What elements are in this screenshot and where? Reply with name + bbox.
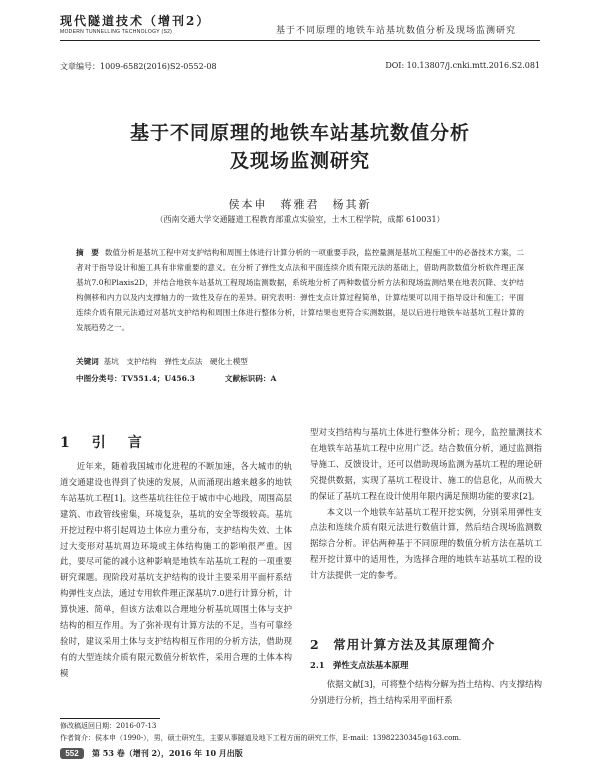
section-1-paragraph-1: 近年来，随着我国城市化进程的不断加速，各大城市的轨道交通建设也得到了快速的发展，从而涌现出越来越多的地铁车站基坑工程[1]。这些基坑往往位于城市中心地段，周围高层建筑、市政管线密集，环境复杂，基坑的安全等级较高。基坑开挖过程中将引起周边土体应力重分布，支护结构失效、土体过大变形对基坑周边环境或主体结构施工的影响很严重。因此，要尽可能的减小这种影响是地铁车站基坑工程的一项重要研究课题。现阶段对基坑支护结构的设计主要采用平面杆系结构弹性支点法，通过专用软件理正深基坑7.0进行计算分析，计算快速、简单，但该方法难以合理地分析基坑周围土体与支护结构的相互作用。为了弥补现有计算方法的不足，当有可靠经验时，建议采用土体与支护结构相互作用的分析方法，借助现有的大型连续介质有限元数值分析软件，采用合理的土体本构模 [60, 461, 292, 678]
clc-number: 中图分类号：TV551.4；U456.3 [76, 374, 195, 383]
paper-title-line1: 基于不同原理的地铁车站基坑数值分析 [129, 122, 470, 144]
section-2-1-paragraph: 依据文献[3]，可将整个结构分解为挡土结构、内支撑结构分别进行分析，挡土结构采用平面杆系 [310, 679, 542, 705]
section-2-1-body [310, 677, 542, 709]
document-code: 文献标识码：A [224, 374, 277, 383]
keywords-text: 基坑 支护结构 弹性支点法 硬化土模型 [103, 357, 248, 366]
abstract-label: 摘 要 [76, 248, 99, 257]
section-1-heading: 1 引 言 [60, 435, 146, 451]
received-date: 修改稿返回日期：2016-07-13 [60, 722, 157, 730]
page-number: 552 [60, 748, 84, 759]
issue-info: 第 53 卷（增刊 2），2016 年 10 月出版 [92, 748, 243, 758]
doi: DOI: 10.13807/j.cnki.mtt.2016.S2.081 [385, 61, 540, 70]
abstract-text: 数值分析是基坑工程中对支护结构和周围土体进行计算分析的一项重要手段，监控量测是基坑工程施工中的必备技术方案，二者对于指导设计和施工具有非常重要的意义。在分析了弹性支点法和平面连续介质有限元法的基础上，借助两款数值分析软件理正深基坑7.0和Plaxis2D，并结合地铁车站基坑工程现场监测数据，系统地分析了两种数值分析方法和现场监测结果在地表沉降、支护结构侧移和内力以及内支撑轴力的一致性及存在的差异。研究表明：弹性支点计算过程简单，计算结果可以用于指导设计和施工；平面连续介质有限元法通过对基坑支护结构和周围土体进行整体分析，计算结果也更符合实测数据，是以后进行地铁车站基坑工程计算的发展趋势之一。 [76, 248, 525, 333]
paper-title-line2: 及现场监测研究 [229, 150, 370, 172]
article-number: 文章编号：1009-6582(2016)S2-0552-08 [60, 62, 217, 71]
section-1-paragraph-1-continued: 型对支挡结构与基坑土体进行整体分析；现今，监控量测技术在地铁车站基坑工程中应用广泛。结合数值分析，通过监测指导施工、反馈设计，还可以借助现场监测为基坑工程的理论研究提供数据，实现了基坑工程设计、施工的信息化，从而极大的保证了基坑工程在设计使用年限内满足预期功能的要求[2]。 [310, 427, 542, 501]
keywords [76, 356, 248, 367]
keywords-label: 关键词 [76, 357, 99, 366]
subsection-2-1-heading: 2.1 弹性支点法基本原理 [310, 660, 409, 670]
running-title: 基于不同原理的地铁车站基坑数值分析及现场监测研究 [276, 26, 517, 36]
abstract [76, 245, 524, 336]
section-1-paragraph-2: 本文以一个地铁车站基坑工程开挖实例，分别采用弹性支点法和连续介质有限元法进行数值计算，然后结合现场监测数据综合分析。评估两种基于不同原理的数值分析方法在基坑工程开挖计算中的适用性，为选择合理的地铁车站基坑工程的设计方法提供一定的参考。 [310, 506, 542, 581]
section-2-heading: 2 常用计算方法及其原理简介 [310, 637, 496, 652]
journal-name-en: MODERN TUNNELLING TECHNOLOGY (S2) [60, 29, 173, 35]
right-column [310, 425, 542, 584]
left-column [60, 459, 292, 682]
authors: 侯本申 蒋雅君 杨其新 [228, 198, 372, 211]
classification [76, 373, 276, 384]
footnote-rule [60, 718, 160, 719]
affiliation: （西南交通大学交通隧道工程教育部重点实验室，土木工程学院，成都 610031） [155, 215, 445, 224]
journal-name: 现代隧道技术（增刊2） [60, 14, 211, 28]
header-rule [60, 40, 540, 41]
author-info: 作者简介：侯本申（1990-），男，硕士研究生，主要从事隧道及地下工程方面的研究工作，E-mail：13982230345@163.com. [60, 734, 462, 742]
